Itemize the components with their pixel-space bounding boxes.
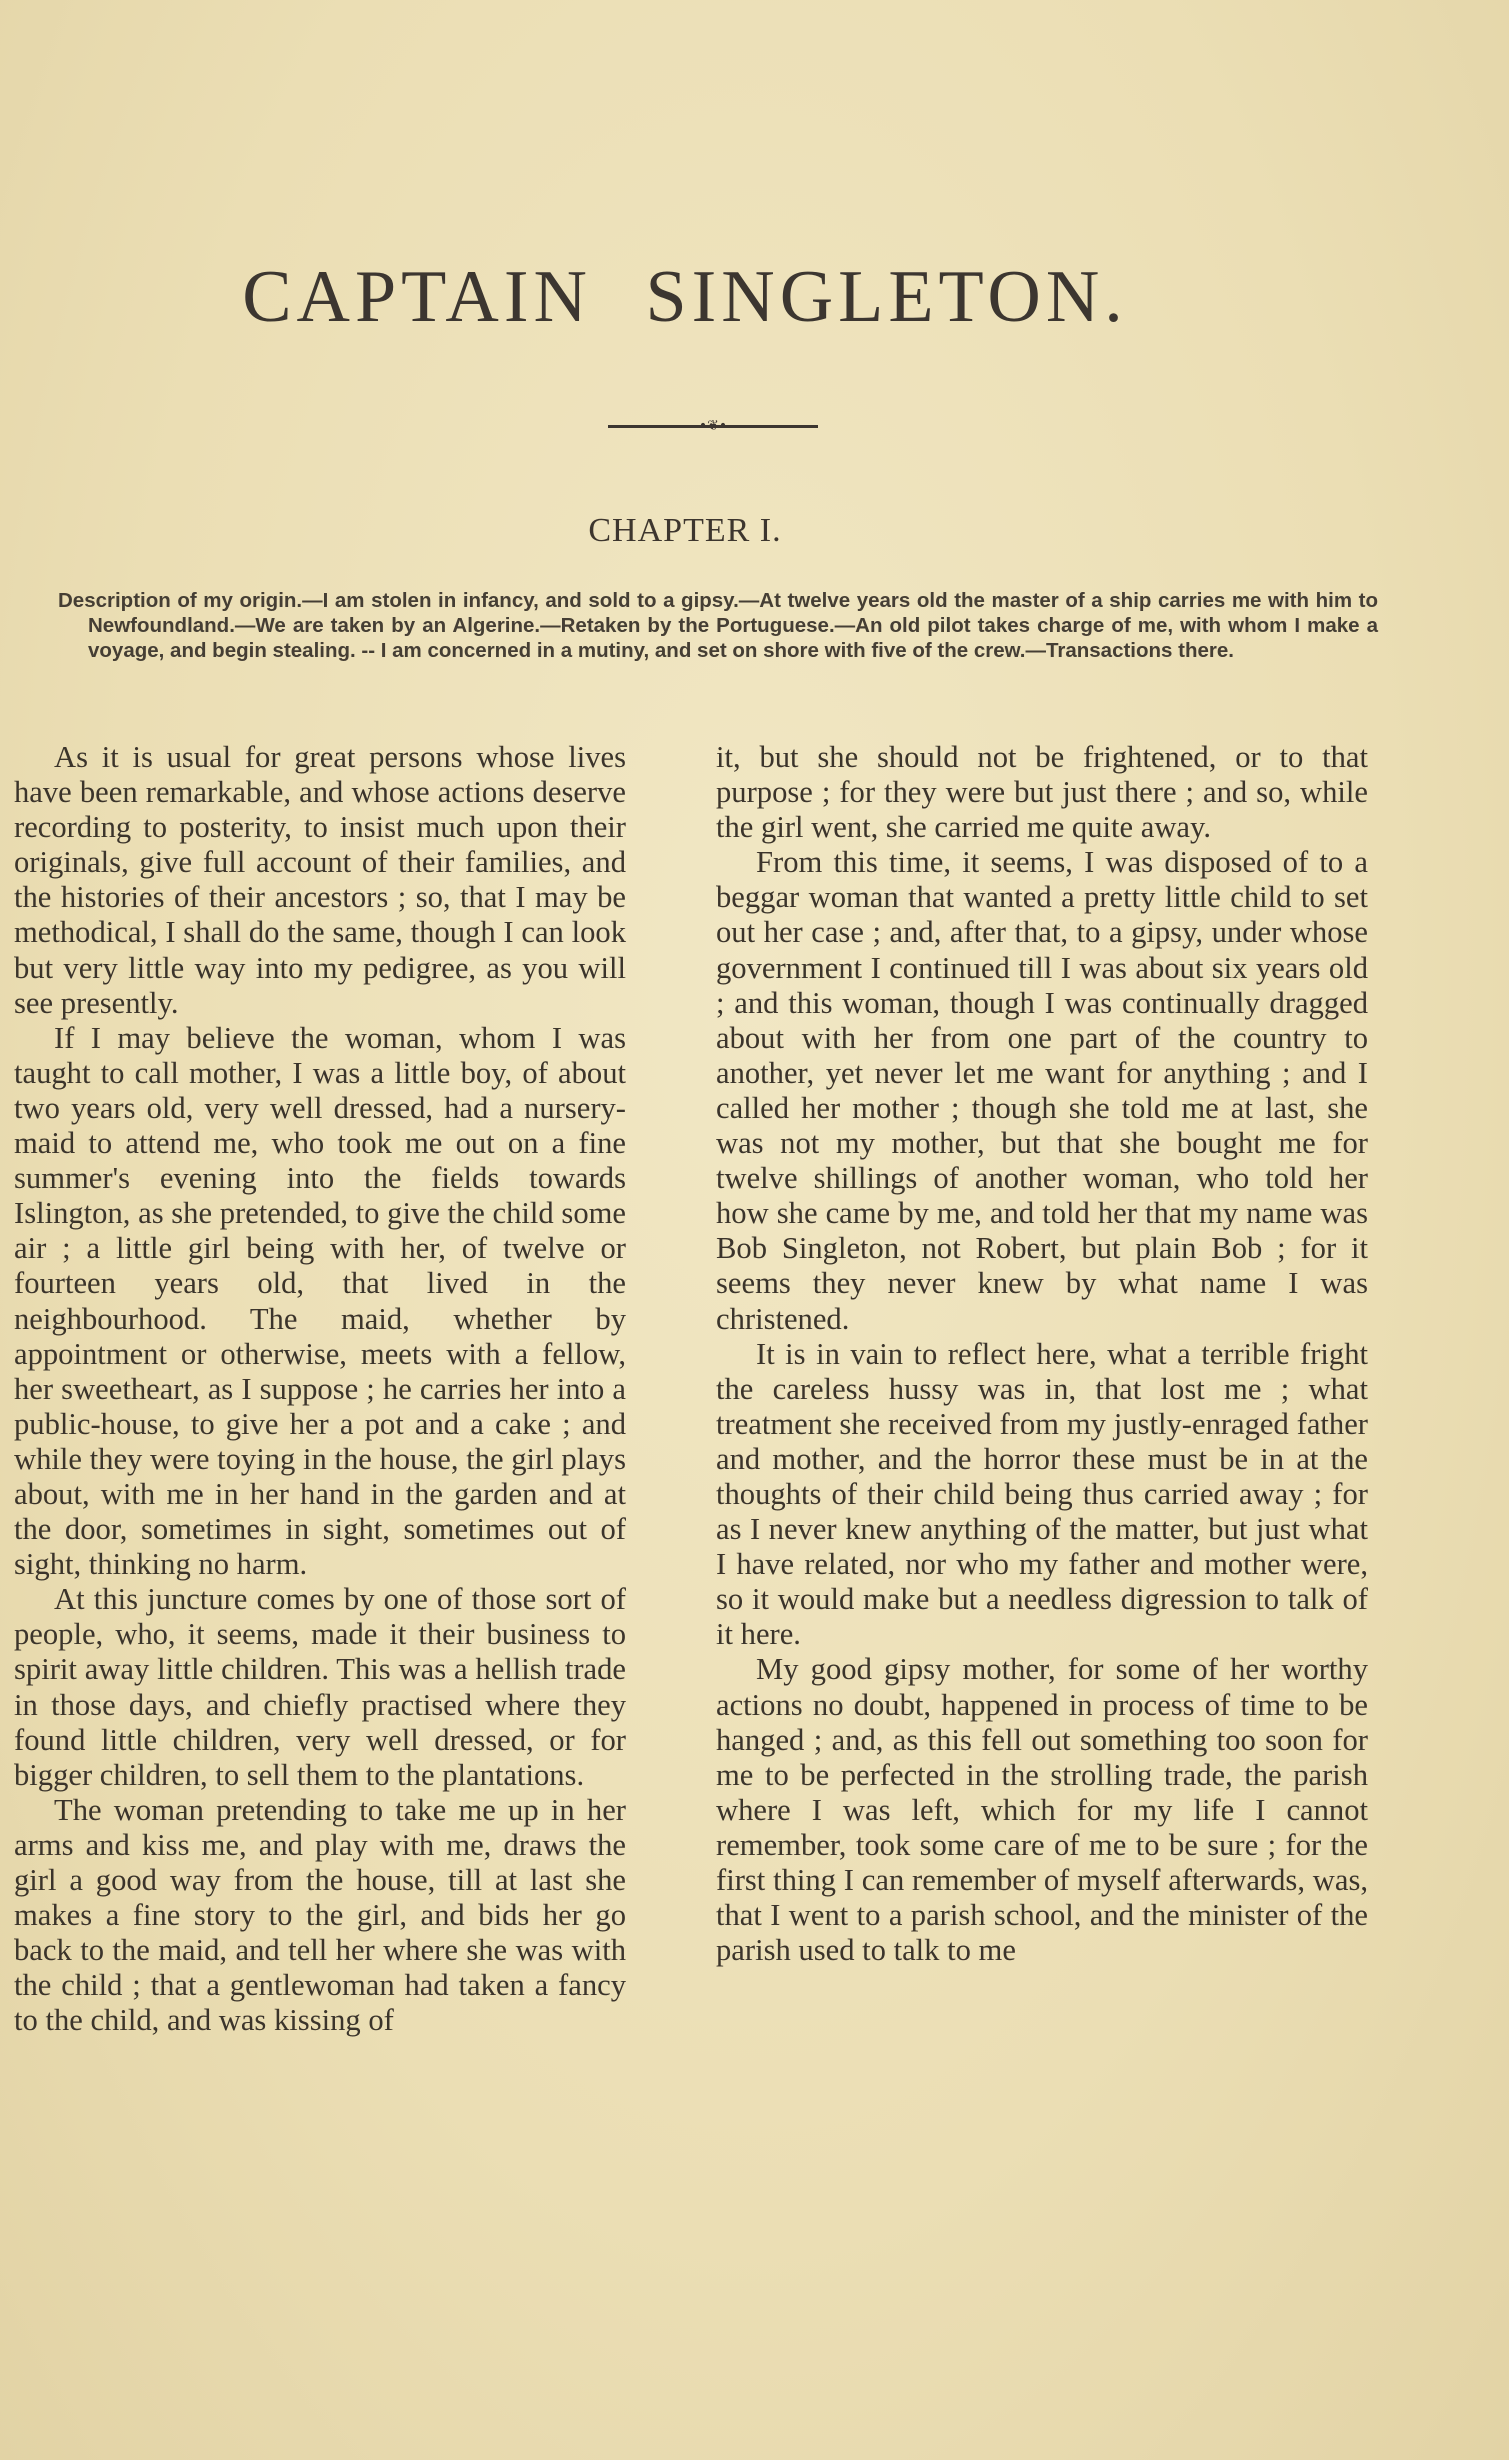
paragraph: As it is usual for great persons whose lives have been remarkable, and whose actions deserve recording to posterity, to insist much upon their originals, give full account of their families, and the histories of their ancestors ; so, that I may be methodical, I shall do the same, though I can look but very little way into my pedigree, as you will see presently.: [14, 740, 626, 1020]
paragraph: From this time, it seems, I was disposed of to a beggar woman that wanted a pretty little child to set out her case ; and, after that, to a gipsy, under whose government I continued till I was about six years old ; and this woman, though I was continually dragged about with her from one part of the country to another, yet never let me want for anything ; and I called her mother ; though she told me at last, she was not my mother, but that she bought me for twelve shillings of another woman, who told her how she came by me, and told her that my name was Bob Singleton, not Robert, but plain Bob ; for it seems they never knew by what name I was christened.: [716, 845, 1368, 1336]
book-title: CAPTAIN SINGLETON.: [242, 256, 1128, 338]
title-rule-ornament: [608, 418, 818, 434]
paragraph: It is in vain to reflect here, what a terrible fright the careless hussy was in, that lost me ; what treatment she received from my justly-enraged father and mother, and the horror these must be in at the thoughts of their child being thus carried away ; for as I never knew anything of the matter, but just what I have related, nor who my father and mother were, so it would make but a needless digression to talk of it here.: [716, 1336, 1368, 1652]
paragraph: My good gipsy mother, for some of her worthy actions no doubt, happened in process of time to be hanged ; and, as this fell out something too soon for me to be perfected in the strolling trade, the parish where I was left, which for my life I cannot remember, took some care of me to be sure ; for the first thing I can remember of myself afterwards, was, that I went to a parish school, and the minister of the parish used to talk to me: [716, 1652, 1368, 1968]
paragraph: The woman pretending to take me up in her arms and kiss me, and play with me, draws the girl a good way from the house, till at last she makes a fine story to the girl, and bids her go back to the maid, and tell her where she was with the child ; that a gentlewoman had taken a fancy to the child, and was kissing of: [14, 1792, 626, 2038]
right-column: [716, 740, 1368, 1968]
paragraph: At this juncture comes by one of those sort of people, who, it seems, made it their business to spirit away little children. This was a hellish trade in those days, and chiefly practised where they found little children, very well dressed, or for bigger children, to sell them to the plantations.: [14, 1582, 626, 1792]
chapter-synopsis: Description of my origin.—I am stolen in infancy, and sold to a gipsy.—At twelve years old the master of a ship carries me with him to Newfoundland.—We are taken by an Algerine.—Retaken by the Portuguese.—An old pilot takes charge of me, with whom I make a voyage, and begin stealing. -- I am concerned in a mutiny, and set on shore with five of the crew.—Transactions there.: [58, 589, 1378, 662]
chapter-heading: CHAPTER I.: [588, 512, 782, 549]
paragraph: If I may believe the woman, whom I was taught to call mother, I was a little boy, of about two years old, very well dressed, had a nursery-maid to attend me, who took me out on a fine summer's evening into the fields towards Islington, as she pretended, to give the child some air ; a little girl being with her, of twelve or fourteen years old, that lived in the neighbourhood. The maid, whether by appointment or otherwise, meets with a fellow, her sweetheart, as I suppose ; he carries her into a public-house, to give her a pot and a cake ; and while they were toying in the house, the girl plays about, with me in her hand in the garden and at the door, sometimes in sight, sometimes out of sight, thinking no harm.: [14, 1020, 626, 1582]
left-column: [14, 740, 626, 2038]
ornament-icon: •❦•: [698, 418, 728, 434]
paragraph-continuation: it, but she should not be frightened, or to that purpose ; for they were but just there ; and so, while the girl went, she carried me quite away.: [716, 740, 1368, 845]
